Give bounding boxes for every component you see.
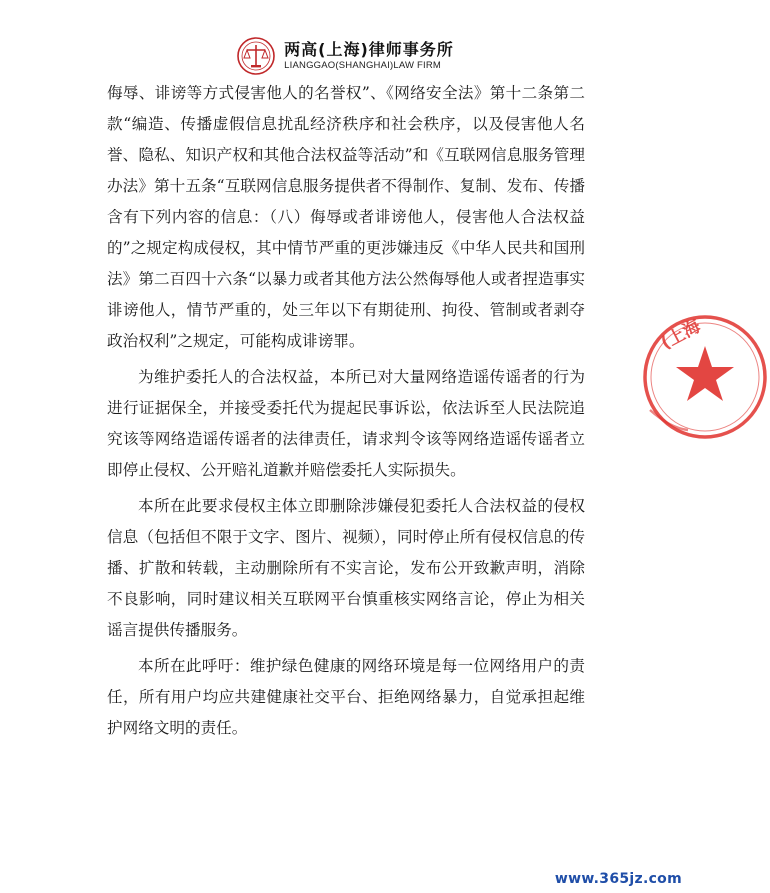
law-firm-logo bbox=[236, 36, 276, 76]
paragraph-demand: 本所在此要求侵权主体立即删除涉嫌侵犯委托人合法权益的侵权信息（包括但不限于文字、图片、视频），同时停止所有侵权信息的传播、扩散和转载，主动删除所有不实言论，发布公开致歉声明，消除不良影响，同时建议相关互联网平台慎重核实网络言论，停止为相关谣言提供传播服务。 bbox=[107, 497, 585, 639]
letterhead bbox=[0, 34, 690, 78]
paragraph-appeal: 本所在此呼吁：维护绿色健康的网络环境是每一位网络用户的责任，所有用户均应共建健康社交平台、拒绝网络暴力，自觉承担起维护网络文明的责任。 bbox=[107, 657, 585, 737]
paragraph-litigation: 为维护委托人的合法权益，本所已对大量网络造谣传谣者的行为进行证据保全，并接受委托代为提起民事诉讼，依法诉至人民法院追究该等网络造谣传谣者的法律责任，请求判令该等网络造谣传谣者立即停止侵权、公开赔礼道歉并赔偿委托人实际损失。 bbox=[107, 368, 585, 479]
firm-name-chinese: 两高(上海)律师事务所 bbox=[284, 40, 454, 59]
paragraph-legal-basis: 侮辱、诽谤等方式侵害他人的名誉权”、《网络安全法》第十二条第二款“编造、传播虚假信息扰乱经济秩序和社会秩序，以及侵害他人名誉、隐私、知识产权和其他合法权益等活动”和《互联网信息服务管理办法》第十五条“互联网信息服务提供者不得制作、复制、发布、传播含有下列内容的信息：（八）侮辱或者诽谤他人，侵害他人合法权益的”之规定构成侵权，其中情节严重的更涉嫌违反《中华人民共和国刑法》第二百四十六条“以暴力或者其他方法公然侮辱他人或者捏造事实诽谤他人，情节严重的，处三年以下有期徒刑、拘役、管制或者剥夺政治权利”之规定，可能构成诽谤罪。 bbox=[107, 84, 585, 350]
letter-body bbox=[107, 78, 585, 749]
official-seal-stamp bbox=[640, 312, 770, 442]
star-icon bbox=[676, 346, 734, 401]
firm-name-english: LIANGGAO(SHANGHAI)LAW FIRM bbox=[284, 60, 442, 71]
site-watermark: www.365jz.com bbox=[554, 871, 682, 887]
svg-text:(上海: (上海 bbox=[657, 316, 705, 354]
